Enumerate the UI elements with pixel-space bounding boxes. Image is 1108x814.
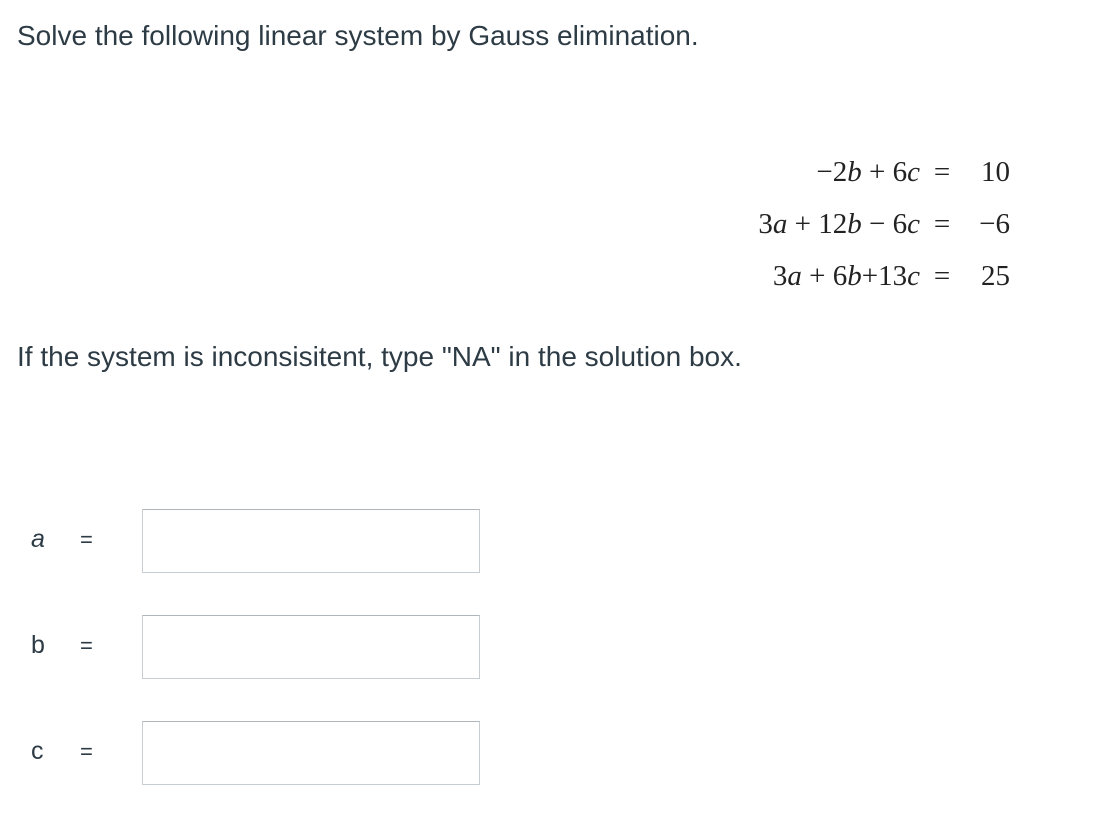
equation-lhs: 3a + 12b − 6c bbox=[758, 207, 920, 240]
equation-row-3 bbox=[758, 250, 1010, 302]
answer-row-c bbox=[0, 721, 500, 785]
equation-row-2 bbox=[758, 198, 1010, 250]
equation-rhs: 25 bbox=[981, 259, 1010, 292]
equation-row-1 bbox=[758, 146, 1010, 198]
answer-input-b[interactable] bbox=[142, 615, 480, 679]
equation-rhs: −6 bbox=[979, 207, 1010, 240]
answer-row-a bbox=[0, 509, 500, 573]
equation-sign: = bbox=[933, 207, 951, 240]
answer-input-a[interactable] bbox=[142, 509, 480, 573]
equals-sign: = bbox=[80, 527, 93, 552]
variable-label-a: a bbox=[31, 525, 45, 553]
question-prompt: Solve the following linear system by Gauss elimination. bbox=[17, 20, 699, 51]
answer-row-b bbox=[0, 615, 500, 679]
inconsistent-note: If the system is inconsisitent, type "NA" in the solution box. bbox=[17, 341, 742, 372]
linear-system bbox=[758, 146, 1010, 302]
equation-sign: = bbox=[933, 155, 951, 188]
equals-sign: = bbox=[80, 739, 93, 764]
equation-lhs: 3a + 6b+13c bbox=[772, 259, 920, 292]
equals-sign: = bbox=[80, 633, 93, 658]
variable-label-c: c bbox=[31, 737, 44, 765]
equation-lhs: −2b + 6c bbox=[816, 155, 920, 188]
variable-label-b: b bbox=[31, 631, 45, 659]
equation-sign: = bbox=[933, 259, 951, 292]
equation-rhs: 10 bbox=[981, 155, 1010, 188]
answer-input-c[interactable] bbox=[142, 721, 480, 785]
